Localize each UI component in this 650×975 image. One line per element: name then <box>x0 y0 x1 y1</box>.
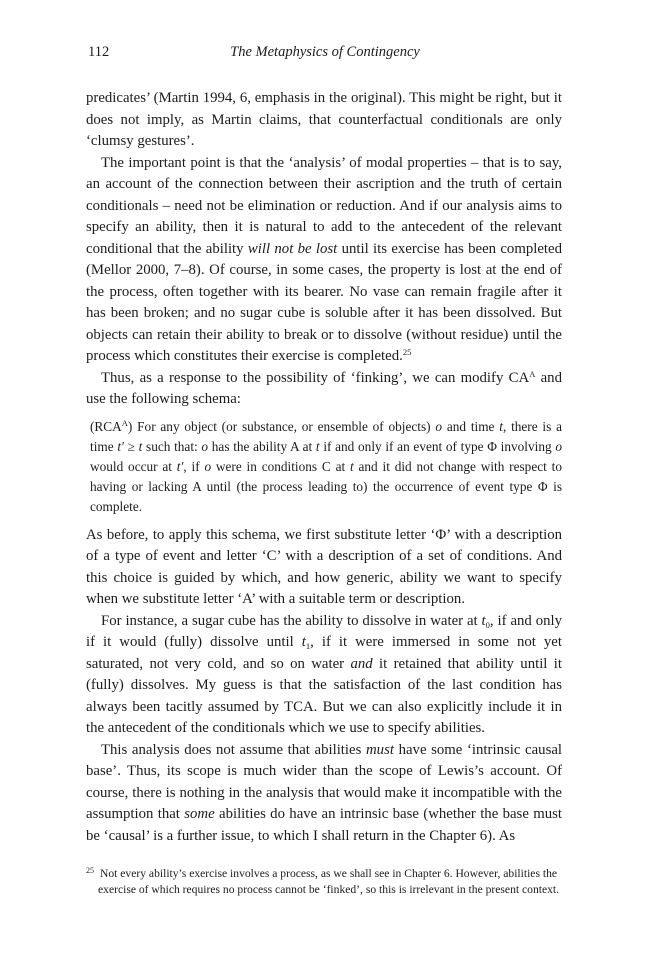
emphasis: will not be lost <box>247 240 338 257</box>
footnote-number: 25 <box>86 866 94 875</box>
running-header <box>88 44 562 64</box>
paragraph-5: For instance, a sugar cube has the ability to dissolve in water at $t_0$, if and only if it would (fully) dissolve until $t_1$, if it were immersed in some not yet saturated, not very cold, and so on water and it retained that ability until it (fully) dissolves. My guess is that the satisfaction of the last condition has always been tacitly assumed by TCA. But we can also explicitly include it in the antecedent of the conditionals which we use to specify abilities. <box>86 612 563 736</box>
paragraph-3: Thus, as a response to the possibility of ‘finking’, we can modify $CA^A$ and use the following schema: <box>86 368 562 407</box>
paragraph-1: predicates’ (Martin 1994, 6, emphasis in the original). This might be right, but it does not imply, as Martin claims, that counterfactual conditionals are only ‘clumsy gestures’. <box>86 90 562 149</box>
body-text <box>86 88 562 847</box>
paragraph-4: As before, to apply this schema, we first substitute letter ‘Φ’ with a description of a type of event and letter ‘C’ with a description of a set of conditions. And this choice is guided by which, and how generic, ability we want to specify when we substitute letter ‘A’ with a suitable term or description. <box>86 526 562 607</box>
paragraph-6: This analysis does not assume that abilities must have some ‘intrinsic causal base’. Thus, its scope is much wider than the scope of Lewis’s account. Of course, there is nothing in the analysis that would make it incompatible with the assumption that some abilities do have an intrinsic base (whether the base must be ‘causal’ is a further issue, to which I shall return in the Chapter 6). As <box>86 741 563 844</box>
page-number: 112 <box>88 44 110 60</box>
footnote-ref-25[interactable]: 25 <box>402 347 412 357</box>
schema-blockquote <box>90 417 562 517</box>
schema-rca: $(RCA^A)$ For any object (or substance, or ensemble of objects) o and time t, there is a time t′ ≥ t such that: o has the ability A at t if and only if an event of type Φ involving o would occur at t′, if o were in conditions C at t and it did not change with respect to having or lacking A until (the process leading to) the occurrence of event type Φ is complete. <box>90 417 562 514</box>
footnote-25: $^{25}$ Not every ability’s exercise involves a process, as we shall see in Chapter 6. However, abilities the exercise of which requires no process cannot be ‘finked’, so this is irrelevant in the present context. <box>86 866 560 896</box>
running-title: The Metaphysics of Contingency <box>230 44 420 60</box>
paragraph-2: The important point is that the ‘analysis’ of modal properties – that is to say, an account of the connection between their ascription and the truth of certain conditionals – need not be elimination or reduction. And if our analysis aims to specify an ability, then it is natural to add to the antecedent of the relevant conditional that the ability will not be lost until its exercise has been completed (Mellor 2000, 7–8). Of course, in some cases, the property is lost at the end of the process, often together with its bearer. No vase can remain fragile after it has been broken; and no sugar cube is soluble after it has been dissolved. But objects can retain their ability to break or to dissolve (without residue) until the process which constitutes their exercise is completed.$^{25}$ <box>86 154 562 364</box>
